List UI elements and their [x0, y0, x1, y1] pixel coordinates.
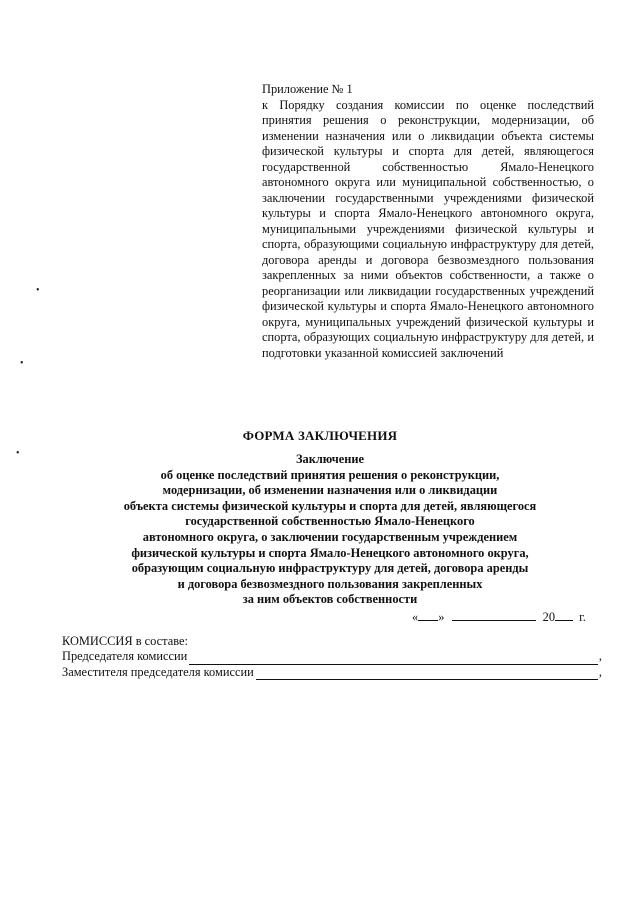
deputy-field[interactable] — [256, 668, 598, 680]
chair-row — [62, 649, 602, 664]
date-line — [412, 609, 586, 625]
appendix-text: к Порядку создания комиссии по оценке последствий принятия решения о реконструкции, модернизации, об изменении назначения или о ликвидации объекта системы физической культуры и спорта для детей, являющегося государственной собственностью Ямало-Ненецкого автономного округа или муниципальной собственностью, о заключении государственными учреждениями физической культуры и спорта Ямало-Ненецкого автономного округа, муниципальными учреждениями физической культуры и спорта, образующими социальную инфраструктуру для детей, договора аренды и договора безвозмездного пользования закрепленных за ними объектов собственности, а также о реорганизации или ликвидации государственных учреждений физической культуры и спорта Ямало-Ненецкого автономного округа, муниципальных учреждений физической культуры и спорта, образующих социальную инфраструктуру для детей, и подготовки указанной комиссией заключений — [262, 97, 594, 360]
form-title: ФОРМА ЗАКЛЮЧЕНИЯ — [242, 428, 398, 443]
day-field[interactable] — [418, 609, 438, 621]
chair-label: Председателя комиссии — [62, 649, 188, 664]
conclusion-line: за ним объектов собственности — [242, 592, 418, 607]
appendix-block — [262, 82, 594, 361]
conclusion-line: модернизации, об изменении назначения или о ликвидации — [162, 483, 498, 498]
date-close-quote: » — [438, 610, 445, 624]
deputy-label: Заместителя председателя комиссии — [62, 664, 254, 679]
appendix-title: Приложение № 1 — [262, 82, 353, 96]
chair-comma: , — [598, 649, 602, 664]
margin-mark: • — [16, 448, 20, 459]
deputy-row — [62, 665, 602, 680]
conclusion-line: объекта системы физической культуры и спорта для детей, являющегося — [123, 498, 537, 513]
chair-field[interactable] — [189, 653, 598, 665]
margin-mark: • — [36, 285, 40, 296]
conclusion-line: автономного округа, о заключении государственным учреждением — [142, 529, 518, 544]
conclusion-line: образующим социальную инфраструктуру для детей, договора аренды — [131, 561, 529, 576]
conclusion-line: государственной собственностью Ямало-Ненецкого — [185, 514, 475, 529]
margin-mark: • — [20, 358, 24, 369]
year-field[interactable] — [555, 609, 573, 621]
conclusion-line: Заключение — [295, 452, 365, 466]
conclusion-line: об оценке последствий принятия решения о реконструкции, — [160, 467, 500, 482]
conclusion-heading — [60, 452, 600, 608]
year-prefix: 20 — [542, 610, 556, 624]
year-suffix: г. — [579, 610, 586, 624]
date-open-quote: « — [412, 610, 419, 624]
conclusion-line: и договора безвозмездного пользования закрепленных — [177, 576, 483, 591]
commission-heading: КОМИССИЯ в составе: — [62, 634, 188, 648]
deputy-comma: , — [598, 664, 602, 679]
month-field[interactable] — [452, 609, 536, 621]
commission-block — [62, 634, 602, 680]
conclusion-line: физической культуры и спорта Ямало-Ненецкого автономного округа, — [131, 545, 529, 560]
